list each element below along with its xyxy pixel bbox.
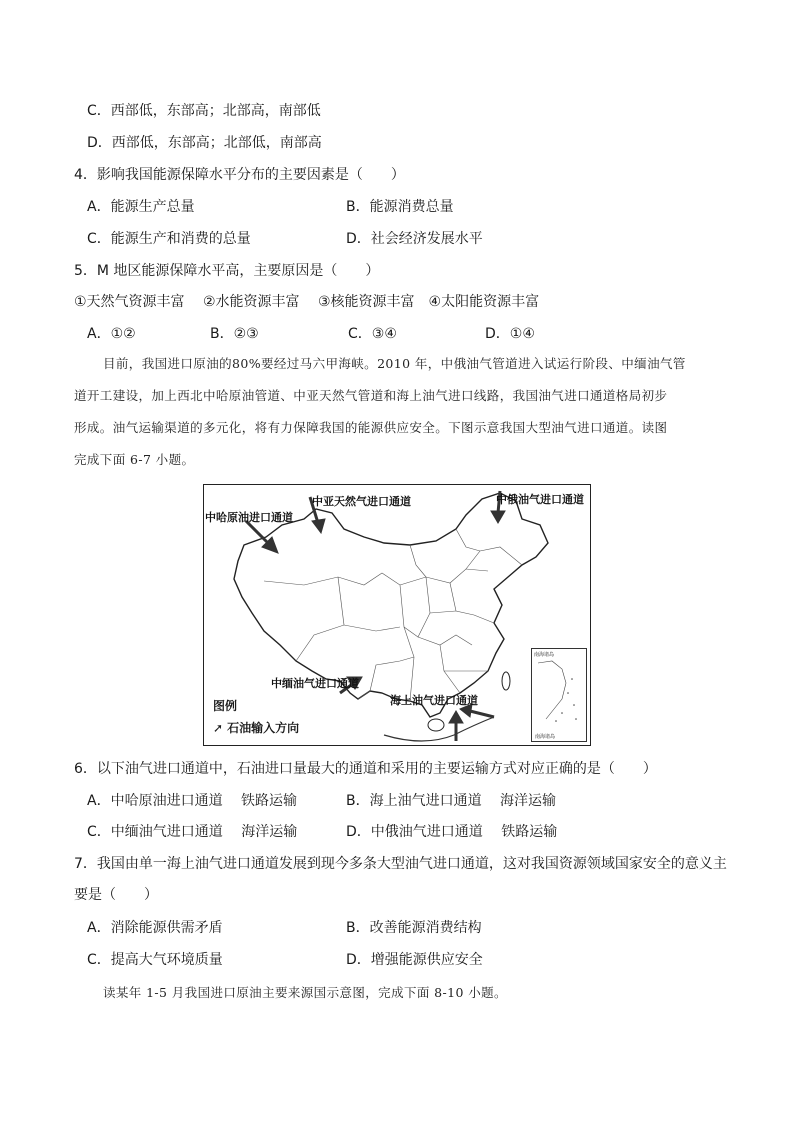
- q7-option-c: C．提高大气环境质量: [87, 952, 223, 968]
- oil-gas-import-map: [203, 484, 591, 746]
- q6-option-c: C．中缅油气进口通道 海洋运输: [87, 824, 298, 840]
- q4-option-d: D．社会经济发展水平: [346, 231, 483, 247]
- label-kazakh-channel: 中哈原油进口通道: [205, 511, 293, 524]
- q5-stem: 5．M 地区能源保障水平高，主要原因是（ ）: [74, 263, 380, 279]
- q3-option-d: D．西部低，东部高；北部低，南部高: [87, 135, 322, 151]
- inset-map-shape: [532, 649, 586, 741]
- intro-8-10: 读某年 1-5 月我国进口原油主要来源国示意图，完成下面 8-10 小题。: [103, 985, 507, 1000]
- q6-option-a: A．中哈原油进口通道 铁路运输: [87, 793, 298, 809]
- arrow-icon: ➚: [213, 721, 224, 735]
- label-myanmar-channel: 中缅油气进口通道: [271, 677, 359, 690]
- q7-option-a: A．消除能源供需矛盾: [87, 920, 223, 936]
- legend-item-label: 石油输入方向: [227, 721, 300, 735]
- legend-title: 图例: [213, 699, 238, 713]
- q7-option-b: B．改善能源消费结构: [346, 920, 482, 936]
- q7-stem-line-1: 7．我国由单一海上油气进口通道发展到现今多条大型油气进口通道，这对我国资源领域国家安全的意义主: [74, 856, 727, 872]
- legend-item: [213, 719, 299, 736]
- q7-stem-line-2: 要是（ ）: [74, 887, 158, 903]
- passage-line-3: 形成。油气运输渠道的多元化，将有力保障我国的能源供应安全。下图示意我国大型油气进口通道。读图: [74, 420, 668, 435]
- q5-option-d: D．①④: [485, 326, 535, 342]
- label-russia-channel: 中俄油气进口通道: [496, 493, 584, 506]
- south-china-sea-inset: [531, 648, 587, 742]
- q5-option-c: C．③④: [348, 326, 397, 342]
- passage-line-1: 目前，我国进口原油的80%要经过马六甲海峡。2010 年，中俄油气管道进入试运行阶段、中缅油气管: [103, 356, 686, 371]
- q4-option-a: A．能源生产总量: [87, 199, 195, 215]
- label-sea-channel: 海上油气进口通道: [390, 694, 478, 707]
- inset-label: 南海诸岛: [535, 734, 556, 740]
- q6-option-b: B．海上油气进口通道 海洋运输: [346, 793, 557, 809]
- passage-line-4: 完成下面 6-7 小题。: [74, 452, 195, 467]
- q6-option-d: D．中俄油气进口通道 铁路运输: [346, 824, 558, 840]
- q6-stem: 6．以下油气进口通道中，石油进口量最大的通道和采用的主要运输方式对应正确的是（ ）: [74, 761, 657, 777]
- q7-option-d: D．增强能源供应安全: [346, 952, 483, 968]
- q4-option-c: C．能源生产和消费的总量: [87, 231, 251, 247]
- q5-choices: ①天然气资源丰富 ②水能资源丰富 ③核能资源丰富 ④太阳能资源丰富: [74, 294, 540, 310]
- q4-stem: 4．影响我国能源保障水平分布的主要因素是（ ）: [74, 167, 405, 183]
- label-central-asia-channel: 中亚天然气进口通道: [312, 495, 411, 508]
- q3-option-c: C．西部低，东部高；北部高，南部低: [87, 103, 321, 119]
- inset-title: 南海诸岛: [534, 652, 555, 658]
- passage-line-2: 道开工建设，加上西北中哈原油管道、中亚天然气管道和海上油气进口线路，我国油气进口通道格局初步: [74, 388, 668, 403]
- q5-option-a: A．①②: [87, 326, 136, 342]
- q5-option-b: B．②③: [210, 326, 259, 342]
- q4-option-b: B．能源消费总量: [346, 199, 454, 215]
